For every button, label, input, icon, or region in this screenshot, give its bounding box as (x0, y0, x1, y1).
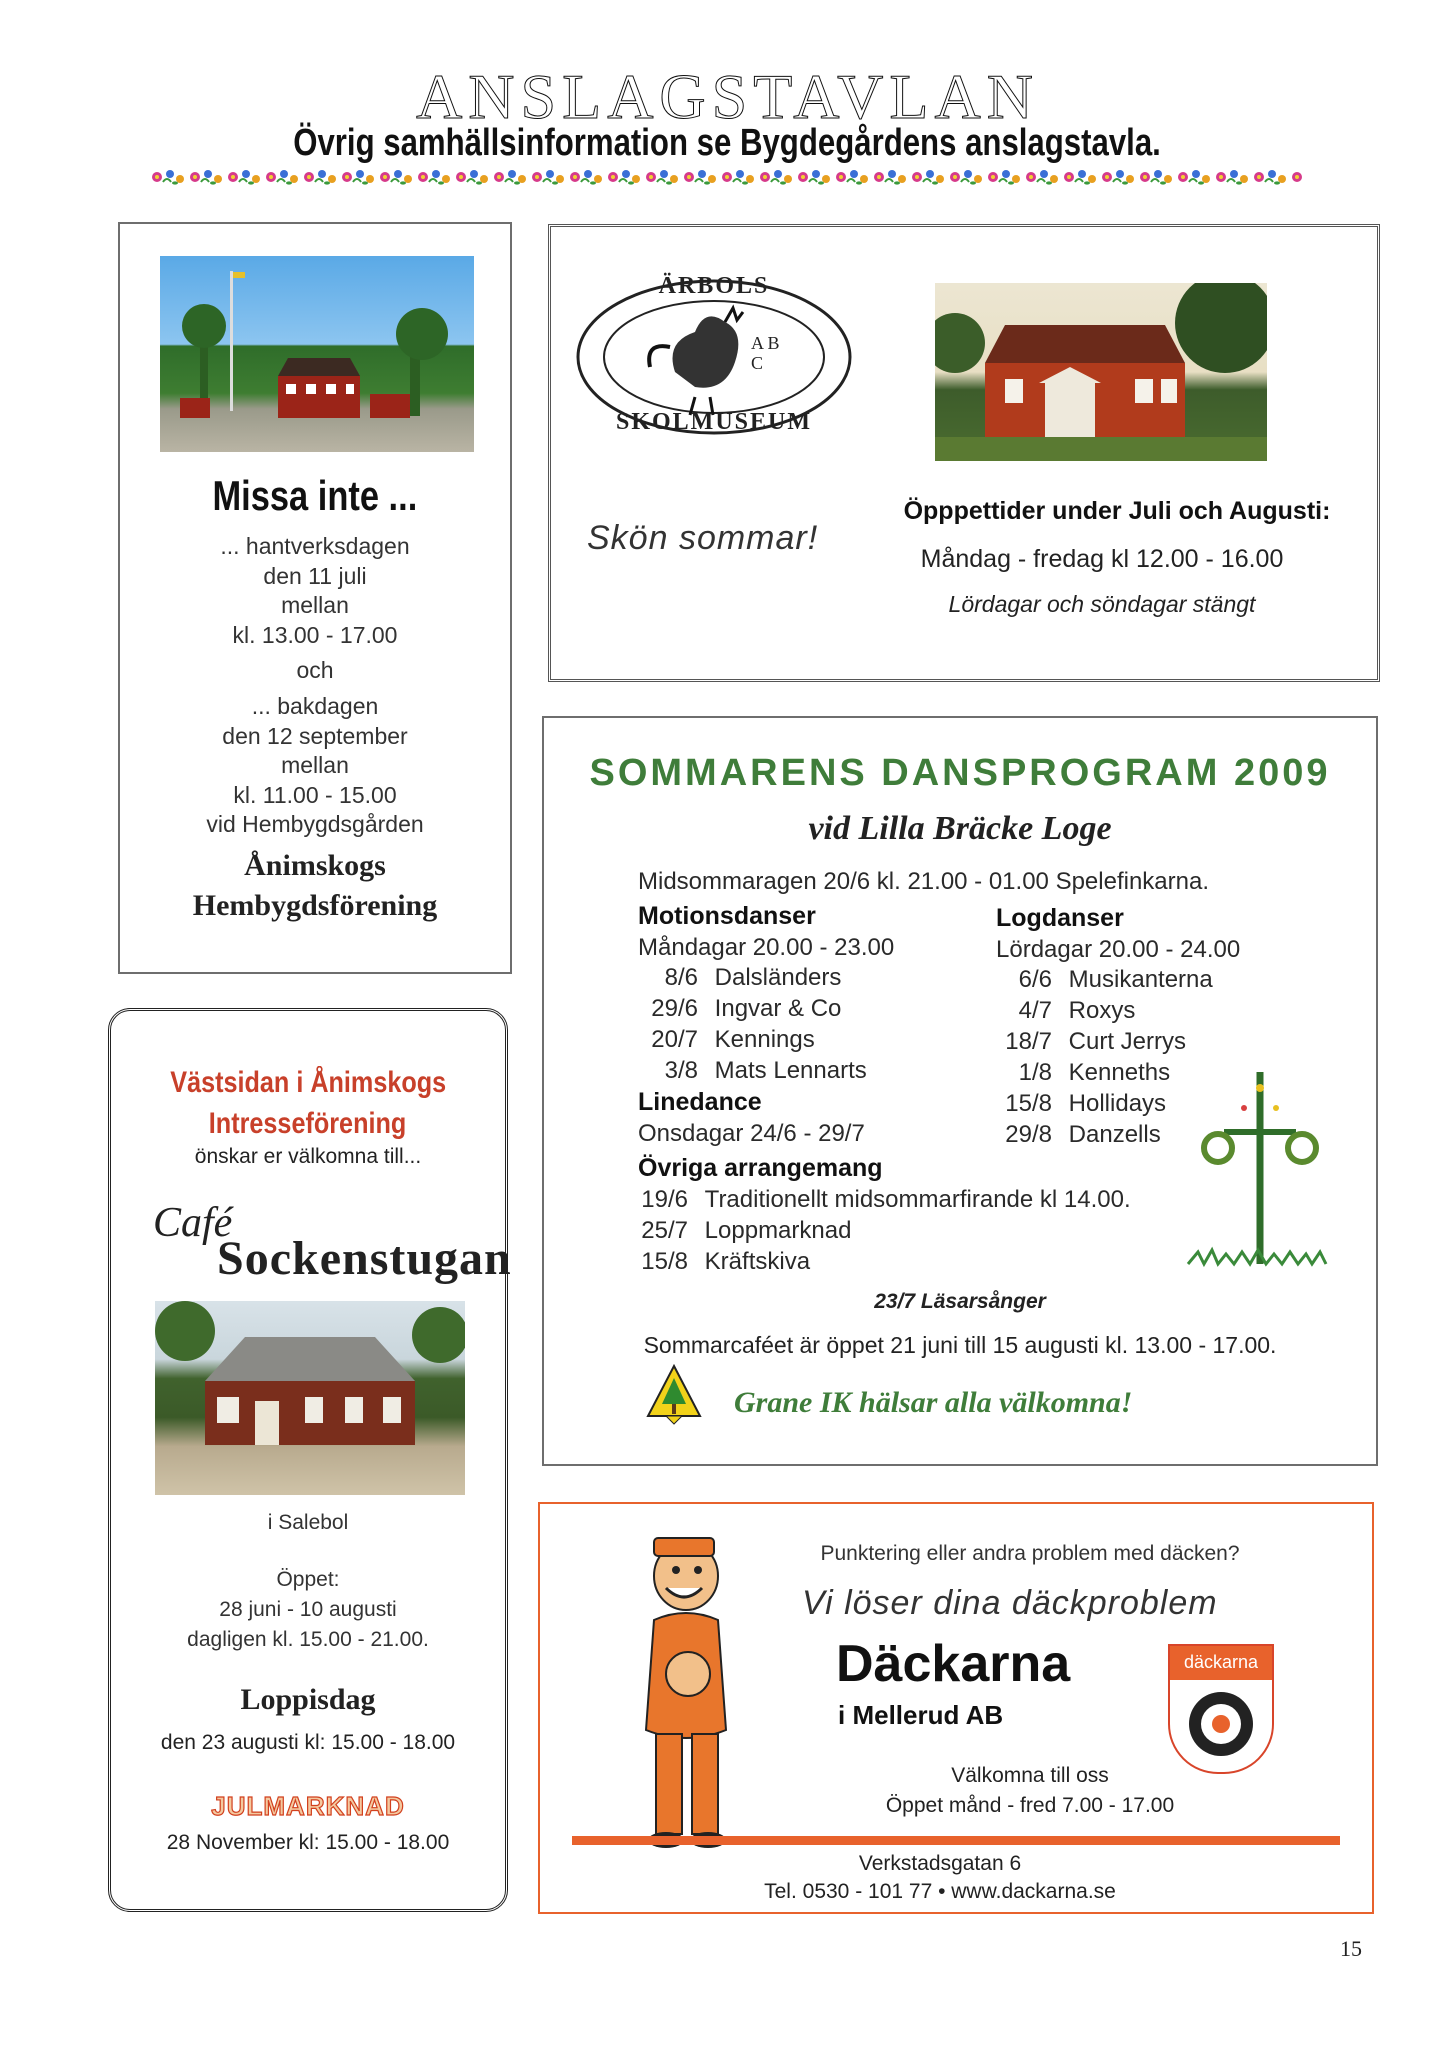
midsommar-line: Midsommaragen 20/6 kl. 21.00 - 01.00 Spelefinkarna. (638, 868, 1209, 895)
mechanic-svg (632, 1524, 742, 1854)
org-line: Västsidan i Ånimskogs (170, 1066, 446, 1099)
log-event (996, 966, 1213, 994)
grane-welcome: Grane IK hälsar alla välkomna! (734, 1386, 1133, 1419)
motion-event (638, 964, 841, 992)
maypole-icon (1184, 1068, 1334, 1278)
ovriga-event (638, 1186, 1131, 1214)
dack-contact: Tel. 0530 - 101 77 • www.dackarna.se (764, 1880, 1116, 1903)
missa-inte-box (118, 222, 512, 974)
event-date: 29/6 (651, 995, 698, 1022)
missa-line: den 11 juli (263, 562, 367, 589)
dack-location: i Mellerud AB (838, 1700, 1004, 1730)
event-name: Mats Lennarts (714, 1057, 867, 1084)
hours-weekend: Lördagar och söndagar stängt (948, 591, 1256, 617)
vastsidan-org (111, 1065, 505, 1147)
dack-name: Däckarna (836, 1635, 1071, 1693)
linedance-title: Linedance (638, 1088, 762, 1116)
dack-question: Punktering eller andra problem med däcken? (820, 1542, 1240, 1565)
missa-line: och (296, 657, 334, 684)
schoolhouse-illustration (935, 283, 1267, 461)
logo-bottom-text: SKOLMUSEUM (615, 409, 812, 435)
missa-line: ... bakdagen (251, 692, 379, 719)
flower-border-svg (150, 166, 1302, 188)
grane-logo (646, 1364, 702, 1426)
flower-border (150, 166, 1302, 188)
sockenstugan-illustration (155, 1301, 465, 1495)
hours-title: Öpppettider under Juli och Augusti: (903, 497, 1331, 525)
vastsidan-box (108, 1008, 512, 1912)
event-date: 18/7 (1005, 1028, 1052, 1055)
missa-line: vid Hembygdsgården (206, 811, 424, 838)
missa-details (120, 532, 510, 840)
ovriga-event (638, 1248, 810, 1276)
skolmuseum-box (548, 224, 1380, 682)
event-date: 3/8 (664, 1057, 698, 1084)
cafe-name: Sockenstugan (217, 1232, 512, 1285)
ovriga-event (638, 1217, 851, 1245)
log-event (996, 1090, 1166, 1118)
log-event (996, 1121, 1161, 1149)
dans-subtitle: vid Lilla Bräcke Loge (808, 810, 1112, 847)
dack-divider (572, 1836, 1340, 1845)
missa-line: mellan (281, 592, 349, 619)
event-date: 8/6 (664, 964, 698, 991)
event-date: 15/8 (641, 1248, 688, 1275)
event-date: 15/8 (1005, 1090, 1052, 1117)
missa-organization (120, 846, 510, 926)
event-name: Roxys (1068, 997, 1136, 1024)
vastsidan-welcome: önskar er välkomna till... (194, 1145, 422, 1168)
skolmuseum-logo (575, 273, 853, 437)
logo-band: däckarna (1170, 1646, 1272, 1680)
tire-icon (1170, 1680, 1272, 1774)
loppis-time: den 23 augusti kl: 15.00 - 18.00 (160, 1731, 456, 1754)
event-date: 29/8 (1005, 1121, 1052, 1148)
ovriga-title: Övriga arrangemang (638, 1154, 883, 1182)
event-name: Traditionellt midsommarfirande kl 14.00. (704, 1186, 1131, 1213)
open-hours: dagligen kl. 15.00 - 21.00. (187, 1628, 429, 1651)
julmarknad-time: 28 November kl: 15.00 - 18.00 (166, 1831, 450, 1854)
open-label: Öppet: (276, 1568, 340, 1591)
dack-slogan: Vi löser dina däckproblem (802, 1584, 1218, 1622)
sockenstugan-photo (155, 1301, 465, 1495)
org-name-line: Hembygdsförening (192, 889, 438, 922)
missa-line: ... hantverksdagen (220, 533, 410, 559)
logdanser-time: Lördagar 20.00 - 24.00 (996, 936, 1241, 963)
dackarna-logo (1168, 1644, 1274, 1774)
cafe-small-text: Café (153, 1200, 233, 1246)
skolmuseum-photo (935, 283, 1267, 461)
hembygdsgarden-photo (160, 256, 474, 452)
event-name: Dalsländers (714, 964, 842, 991)
missa-line: kl. 11.00 - 15.00 (233, 781, 397, 808)
dackarna-box (538, 1502, 1374, 1914)
log-event (996, 1028, 1186, 1056)
event-date: 20/7 (651, 1026, 698, 1053)
org-name-line: Ånimskogs (244, 849, 386, 882)
event-name: Kennings (714, 1026, 815, 1053)
dack-welcome: Välkomna till oss (951, 1764, 1109, 1787)
event-date: 6/6 (1018, 966, 1052, 993)
open-dates: 28 juni - 10 augusti (219, 1598, 397, 1621)
event-date: 1/8 (1018, 1059, 1052, 1086)
loppis-title: Loppisdag (240, 1683, 376, 1716)
event-name: Curt Jerrys (1068, 1028, 1187, 1055)
motion-time: Måndagar 20.00 - 23.00 (638, 934, 895, 961)
dack-hours: Öppet månd - fred 7.00 - 17.00 (885, 1794, 1175, 1817)
missa-line: den 12 september (222, 722, 408, 749)
missa-heading (120, 472, 510, 520)
event-name: Danzells (1068, 1121, 1161, 1148)
missa-line: kl. 13.00 - 17.00 (232, 621, 398, 648)
maypole-svg (1184, 1068, 1334, 1278)
event-name: Kräftskiva (704, 1248, 811, 1275)
log-event (996, 1059, 1170, 1087)
event-name: Loppmarknad (704, 1217, 852, 1244)
page-title: ANSLAGSTAVLAN (416, 61, 1039, 132)
motion-event (638, 1057, 867, 1085)
page-subtitle (0, 122, 1455, 165)
logo-abc-text: A B C (751, 333, 780, 373)
sommarcafe-line: Sommarcaféet är öppet 21 juni till 15 augusti kl. 13.00 - 17.00. (643, 1332, 1277, 1358)
dans-title: SOMMARENS DANSPROGRAM 2009 (589, 752, 1331, 794)
linedance-time: Onsdagar 24/6 - 29/7 (638, 1120, 865, 1147)
hours-weekday: Måndag - fredag kl 12.00 - 16.00 (920, 545, 1284, 573)
org-line: Intresseförening (209, 1107, 407, 1140)
event-date: 4/7 (1018, 997, 1052, 1024)
event-date: 19/6 (641, 1186, 688, 1213)
event-date: 25/7 (641, 1217, 688, 1244)
missa-line: mellan (281, 752, 349, 779)
logdanser-title: Logdanser (996, 904, 1124, 932)
house-illustration (160, 256, 474, 452)
julmarknad-title: JULMARKNAD (211, 1791, 405, 1821)
motion-event (638, 1026, 815, 1054)
event-name: Ingvar & Co (714, 995, 842, 1022)
missa-heading-text: Missa inte ... (212, 472, 418, 519)
greeting-text: Skön sommar! (587, 519, 819, 557)
mechanic-mascot (632, 1524, 742, 1854)
dack-address: Verkstadsgatan 6 (858, 1852, 1022, 1875)
subtitle-text: Övrig samhällsinformation se Bygdegårdens anslagstavla. (293, 122, 1162, 164)
motion-event (638, 995, 841, 1023)
cafe-open-info (111, 1565, 505, 1655)
event-name: Kenneths (1068, 1059, 1171, 1086)
event-name: Hollidays (1068, 1090, 1167, 1117)
log-event (996, 997, 1135, 1025)
page-number: 15 (1340, 1936, 1362, 1961)
cafe-place: i Salebol (267, 1511, 349, 1534)
event-name: Musikanterna (1068, 966, 1213, 993)
dansprogram-box (542, 716, 1378, 1466)
lasarsanger-line: 23/7 Läsarsånger (874, 1290, 1046, 1313)
motion-title: Motionsdanser (638, 902, 816, 930)
logo-top-text: ÄRBOLS (658, 273, 770, 299)
